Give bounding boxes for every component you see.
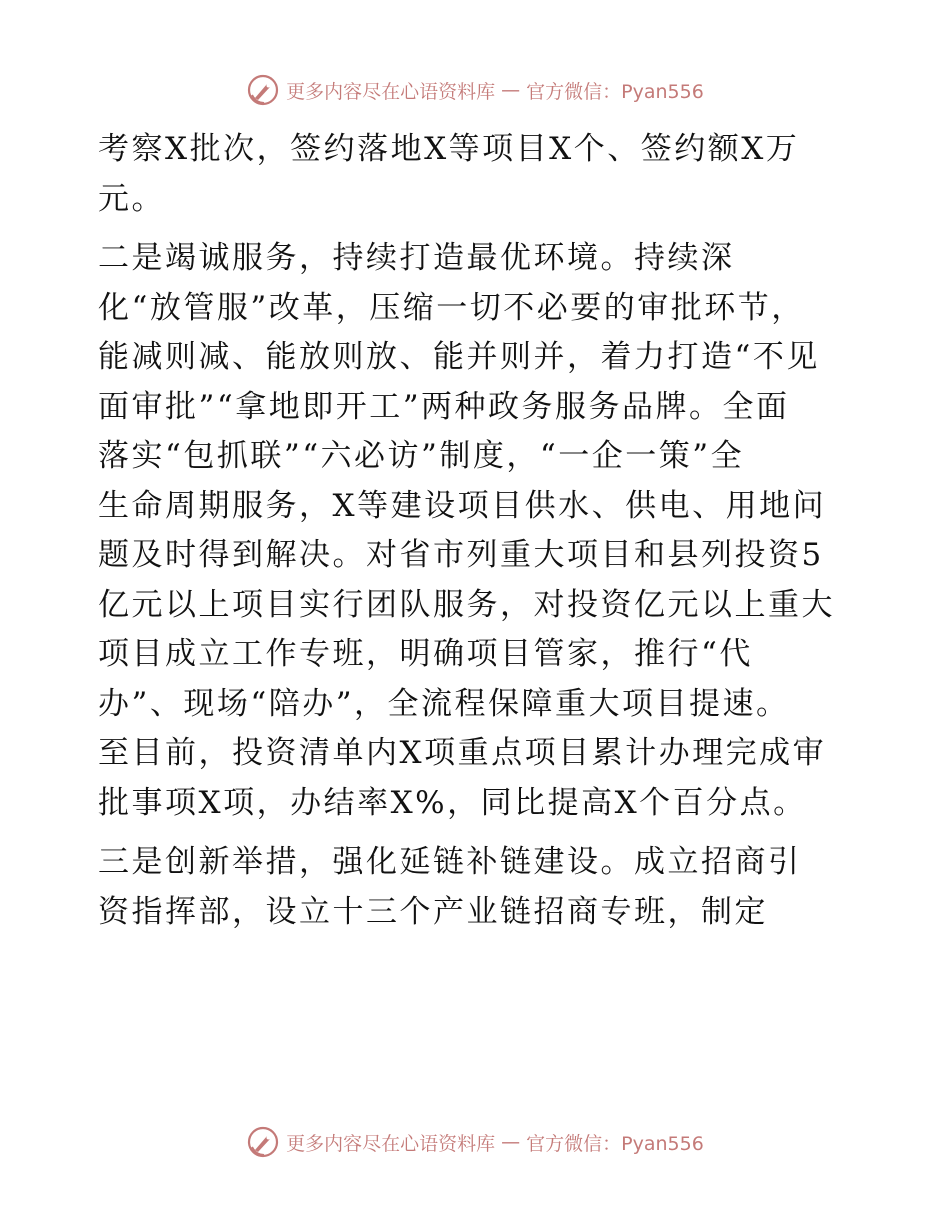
- text-line: 面审批”“拿地即开工”两种政务服务品牌。全面: [98, 388, 790, 425]
- document-body: [98, 125, 850, 937]
- paragraph-1: [98, 125, 850, 224]
- paragraph-3: [98, 838, 850, 937]
- watermark-wechat: 官方微信：Pyan556: [526, 80, 704, 103]
- header-watermark: [0, 70, 950, 110]
- footer-watermark: [0, 1122, 950, 1162]
- text-line: 能减则减、能放则放、能并则并，着力打造“不见: [98, 339, 820, 375]
- watermark-text: 更多内容尽在心语资料库: [286, 80, 496, 103]
- text-line: 亿元以上项目实行团队服务，对投资亿元以上重大: [98, 586, 835, 623]
- watermark-separator: —: [501, 1131, 521, 1153]
- text-line: 题及时得到解决。对省市列重大项目和县列投资5: [98, 537, 824, 573]
- text-line: 元。: [98, 180, 165, 217]
- text-line: 二是竭诚服务，持续打造最优环境。持续深: [98, 240, 735, 276]
- text-line: 办”、现场“陪办”，全流程保障重大项目提速。: [98, 685, 790, 722]
- text-line: 落实“包抓联”“六必访”制度，“一企一策”全: [98, 438, 745, 474]
- text-line: 资指挥部，设立十三个产业链招商专班，制定: [98, 893, 768, 930]
- watermark-wechat: 官方微信：Pyan556: [526, 1132, 704, 1155]
- text-line: 至目前，投资清单内X项重点项目累计办理完成审: [98, 735, 827, 771]
- paragraph-2: [98, 234, 850, 828]
- text-line: 生命周期服务，X等建设项目供水、供电、用地问: [98, 487, 827, 524]
- text-line: 化“放管服”改革，压缩一切不必要的审批环节，: [98, 289, 805, 326]
- text-line: 三是创新举措，强化延链补链建设。成立招商引: [98, 844, 802, 880]
- watermark-separator: —: [501, 79, 521, 101]
- text-line: 批事项X项，办结率X%，同比提高X个百分点。: [98, 784, 807, 821]
- watermark-text: 更多内容尽在心语资料库: [286, 1132, 496, 1155]
- pen-nib-logo-icon: [246, 73, 280, 107]
- pen-nib-logo-icon: [246, 1125, 280, 1159]
- text-line: 项目成立工作专班，明确项目管家，推行“代: [98, 636, 753, 672]
- text-line: 考察X批次，签约落地X等项目X个、签约额X万: [98, 131, 800, 167]
